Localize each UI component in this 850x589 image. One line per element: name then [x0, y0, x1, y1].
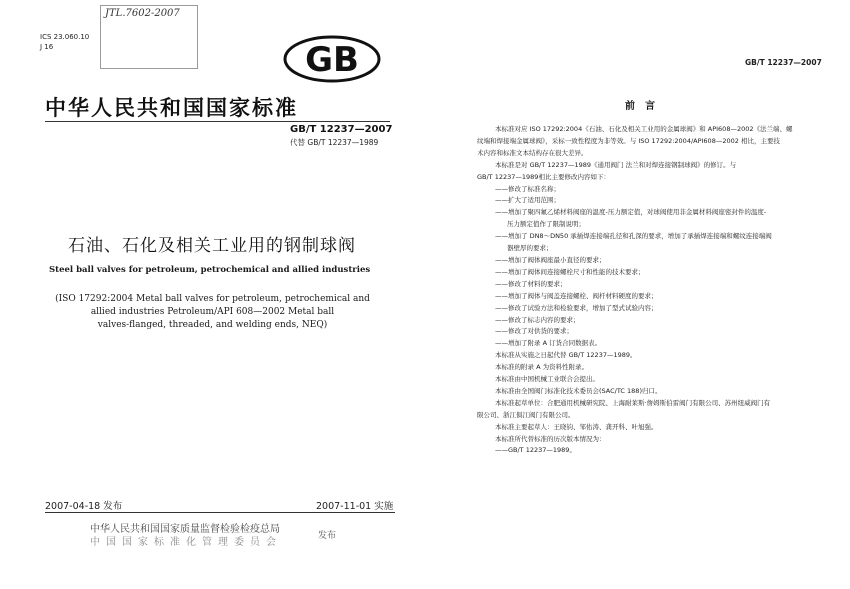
foreword-line: ——修改了标志内容的要求；: [495, 315, 580, 324]
foreword-line: 本标准从实施之日起代替 GB/T 12237—1989。: [495, 351, 637, 360]
foreword-line: GB/T 12237—1989相比主要修改内容如下：: [477, 172, 610, 181]
header-rule: [45, 121, 390, 122]
standard-number: GB/T 12237—2007: [290, 124, 393, 135]
foreword-line: 本标准的附录 A 为资料性附录。: [495, 363, 589, 372]
ics-code: ICS 23.060.10: [40, 33, 90, 41]
footer-rule: [45, 512, 395, 513]
foreword-line: 本标准起草单位：合肥通用机械研究院、上海耐莱斯·詹姆斯伯雷阀门有限公司、苏州纽威阀门有: [495, 398, 771, 407]
foreword-line: 限公司、浙江俱江阀门有限公司。: [477, 410, 575, 419]
adoption-line: (ISO 17292:2004 Metal ball valves for petroleum, petrochemical and: [55, 294, 370, 304]
foreword-line: ——增加了阀体与阀盖连接螺栓、阀杆材料硬度的要求；: [495, 291, 658, 300]
title-english: Steel ball valves for petroleum, petrochemical and allied industries: [49, 265, 371, 275]
adoption-line: valves-flanged, threaded, and welding ends, NEQ): [97, 320, 328, 330]
standard-header: 中华人民共和国国家标准: [45, 96, 298, 120]
foreword-line: 本标准所代替标准的历次版本情况为：: [495, 434, 606, 443]
issue-date: 2007-04-18 发布: [45, 501, 123, 512]
adoption-line: allied industries Petroleum/API 608—2002 Metal ball: [90, 307, 335, 317]
foreword-line: ——GB/T 12237—1989。: [495, 446, 576, 455]
foreword-title: 前言: [625, 101, 665, 112]
handwritten-note: JTL.7602-2007: [105, 8, 180, 19]
foreword-line: 本标准是对 GB/T 12237—1989《通用阀门 法兰和对焊连接钢制球阀》的修订。与: [495, 160, 737, 169]
foreword-page: [425, 0, 850, 589]
foreword-line: ——修改了试验方法和检验要求，增加了型式试验内容；: [495, 303, 658, 312]
ccs-code: J 16: [40, 43, 54, 51]
gb-logo: [282, 34, 382, 84]
stamp-box: [100, 5, 198, 69]
foreword-line: 术内容和标准文本结构存在很大差异。: [477, 148, 588, 157]
foreword-line: ——增加了阀体阀座最小直径的要求；: [495, 255, 606, 264]
title-chinese: 石油、石化及相关工业用的钢制球阀: [68, 236, 356, 256]
foreword-line: 本标准由全国阀门标准化技术委员会(SAC/TC 188)归口。: [495, 386, 662, 395]
foreword-line: ——扩大了适用范围；: [495, 196, 560, 205]
foreword-line: 本标准主要起草人：王晓钧、邹佑涛、龚开科、叶旭强。: [495, 422, 658, 431]
foreword-line: ——修改了材料的要求；: [495, 279, 567, 288]
foreword-line: ——增加了 DN8～DN50 承插焊连接端孔径和孔深的要求，增加了承插焊连接端和螺纹连接端阀: [495, 232, 772, 241]
effective-date: 2007-11-01 实施: [316, 501, 394, 512]
foreword-body: [477, 124, 817, 457]
adoption-note: [0, 293, 425, 332]
foreword-line: 纹端和焊接端金属球阀》，采标一致性程度为非等效。与 ISO 17292:2004/API608—2002 相比，主要技: [477, 136, 780, 145]
replaces-standard: 代替 GB/T 12237—1989: [290, 138, 379, 147]
foreword-line: 压力额定值作了限制说明；: [507, 220, 585, 229]
foreword-line: ——增加了聚四氟乙烯材料阀座的温度-压力额定值，对球阀使用非金属材料阀座密封件的温度-: [495, 208, 767, 217]
gb-logo-text: GB: [305, 40, 359, 80]
publisher-action: 发布: [318, 531, 337, 541]
foreword-line: 器壁厚的要求；: [507, 244, 553, 253]
foreword-line: ——修改了对供货的要求；: [495, 327, 573, 336]
foreword-line: ——增加了附录 A 订货合同数据表。: [495, 339, 602, 348]
publisher-line-2: 中国国家标准化管理委员会: [90, 537, 282, 548]
foreword-line: ——修改了标准名称；: [495, 184, 560, 193]
page-header-number: GB/T 12237—2007: [745, 58, 822, 67]
foreword-line: 本标准由中国机械工业联合会提出。: [495, 375, 599, 384]
foreword-line: ——增加了阀体间连接螺栓尺寸和性能的技术要求；: [495, 267, 645, 276]
foreword-line: 本标准对应 ISO 17292:2004《石油、石化及相关工业用的金属球阀》和 API608—2002《法兰端、螺: [495, 125, 793, 133]
publisher-line-1: 中华人民共和国国家质量监督检验检疫总局: [90, 524, 280, 535]
